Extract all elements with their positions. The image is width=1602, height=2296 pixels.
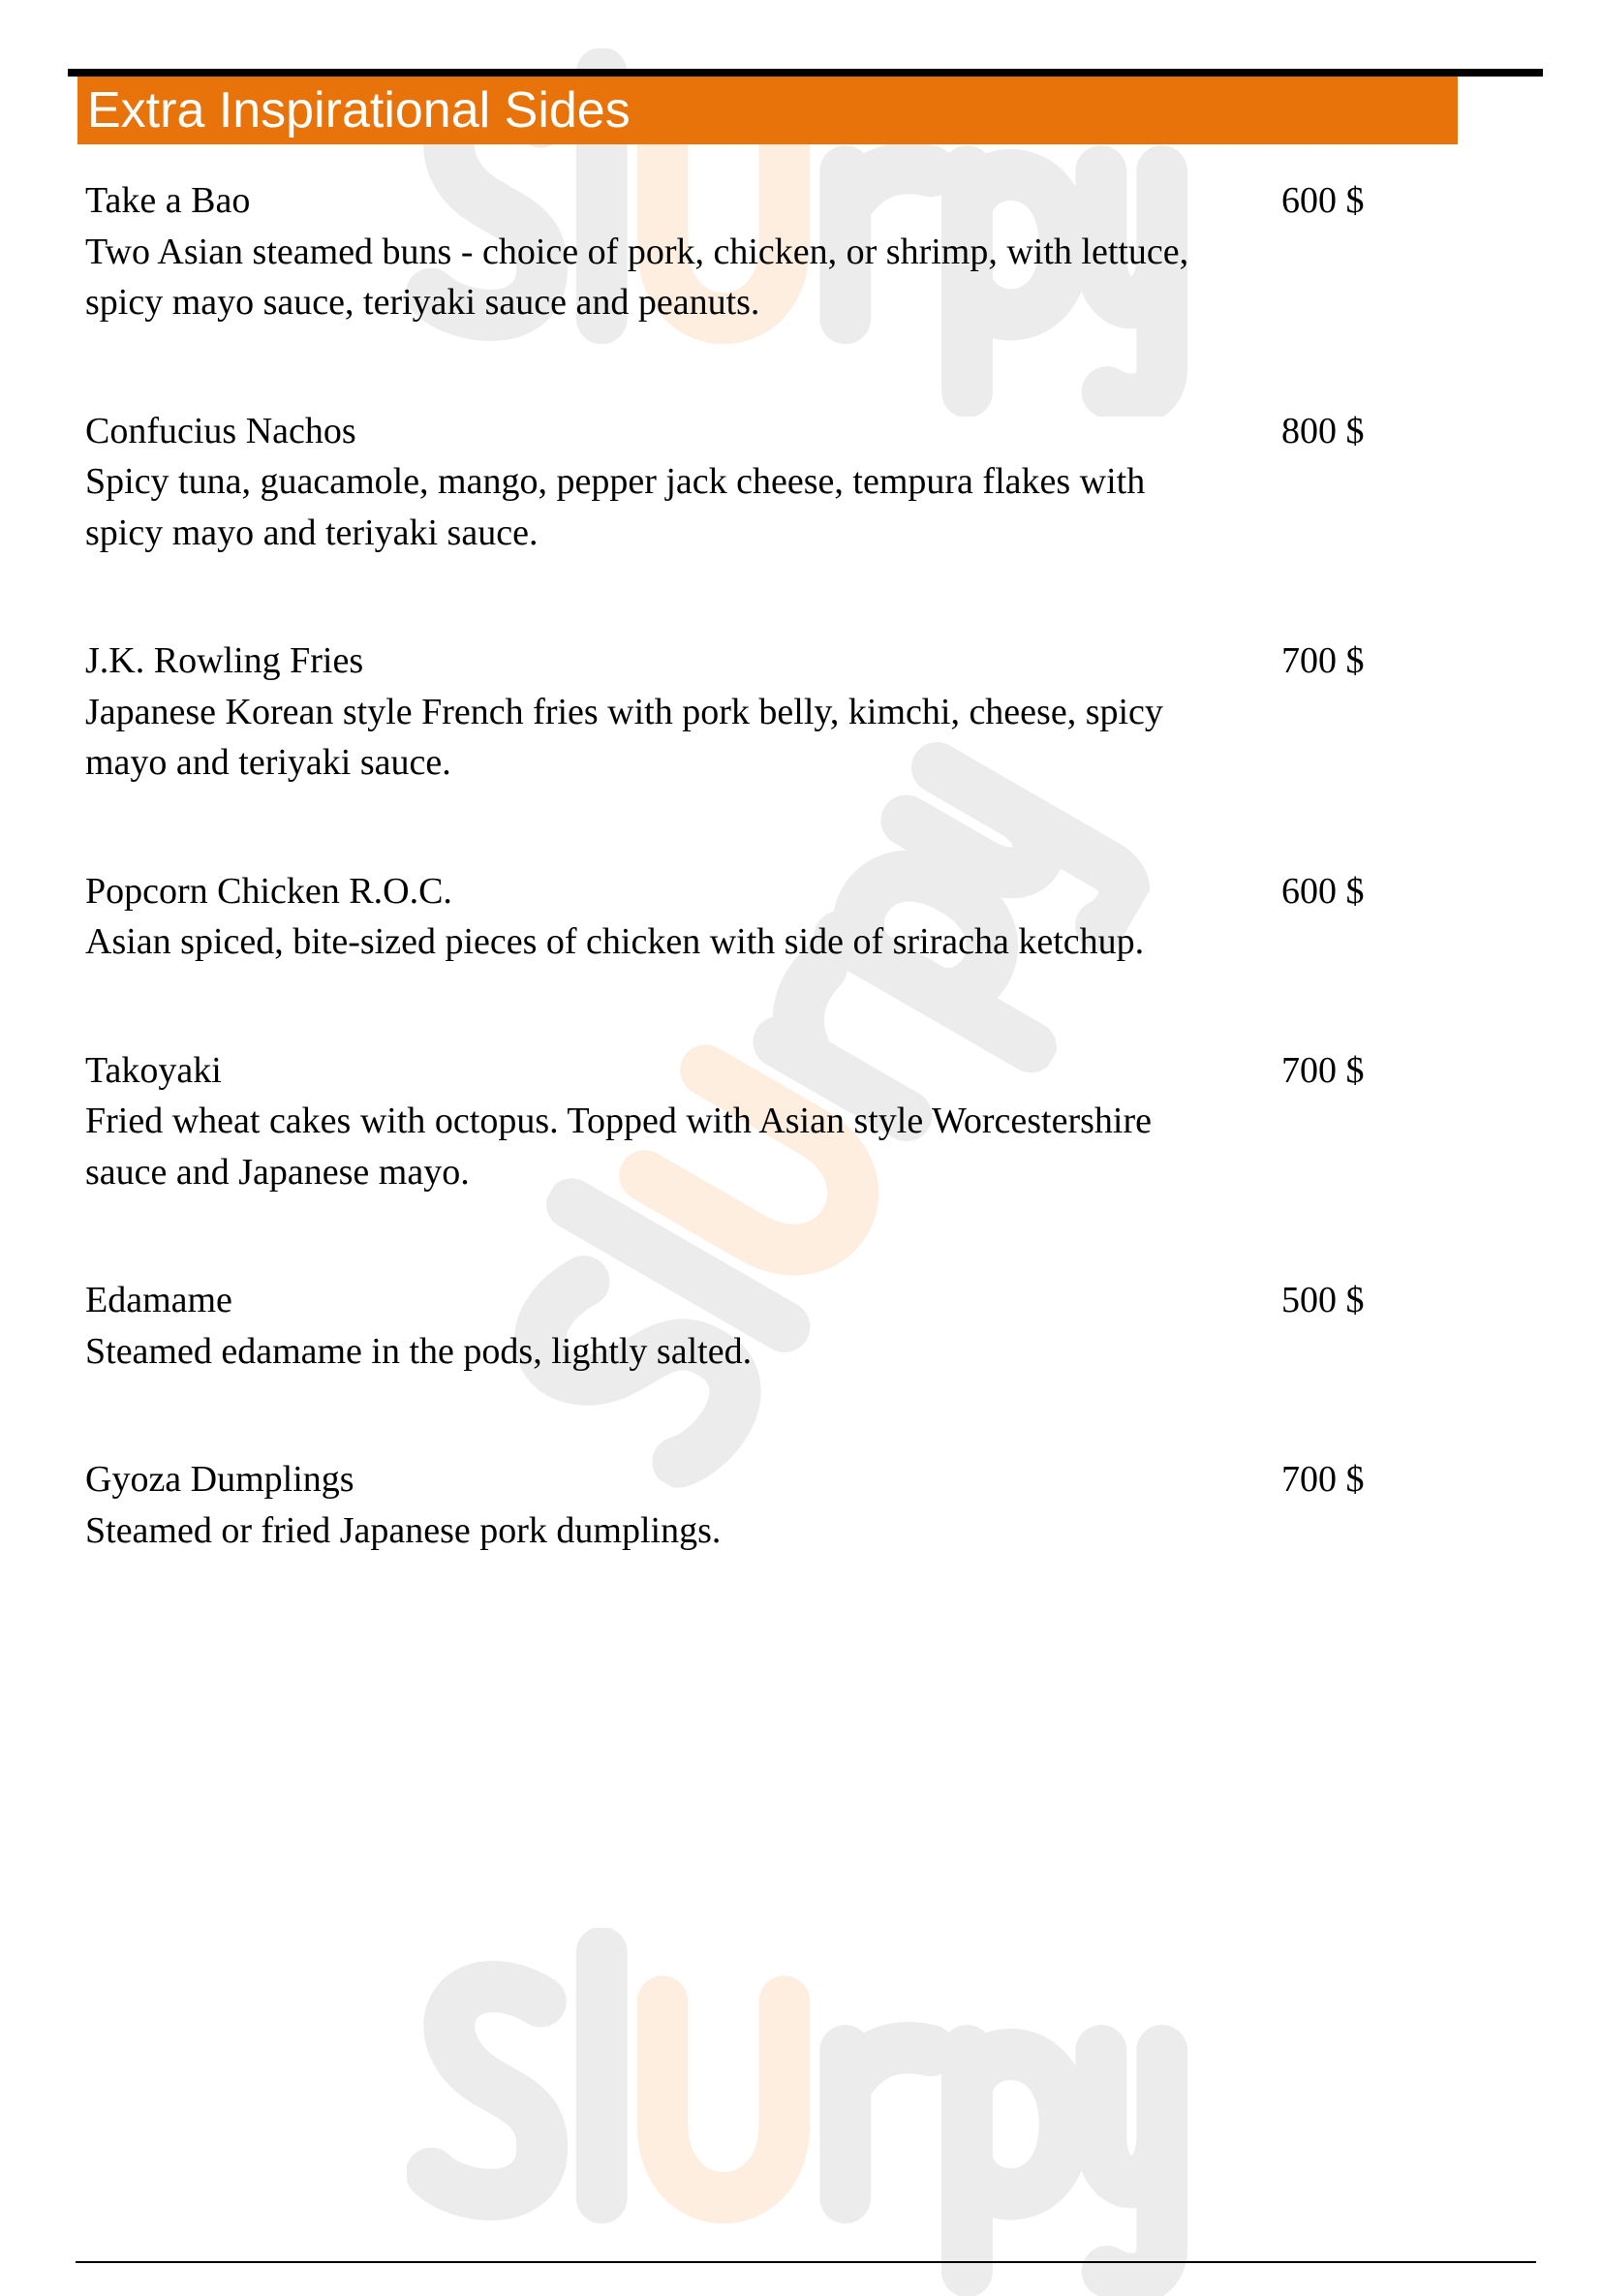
item-name: Gyoza Dumplings	[85, 1459, 354, 1500]
item-description: Spicy tuna, guacamole, mango, pepper jack cheese, tempura flakes with spicy mayo and teriyaki sauce.	[85, 461, 1146, 553]
item-description: Asian spiced, bite-sized pieces of chicken with side of sriracha ketchup.	[85, 921, 1145, 962]
item-name: Edamame	[85, 1280, 232, 1320]
item-price: 600 $	[1281, 180, 1365, 221]
menu-item	[85, 1454, 1402, 1556]
item-description: Japanese Korean style French fries with pork belly, kimchi, cheese, spicy mayo and teriyaki sauce.	[85, 691, 1163, 783]
watermark-logo-bottom	[407, 1928, 1211, 2296]
item-price: 800 $	[1281, 410, 1365, 451]
menu-items	[85, 175, 1402, 1633]
menu-item	[85, 406, 1402, 559]
item-price: 600 $	[1281, 870, 1365, 912]
item-name: Popcorn Chicken R.O.C.	[85, 870, 452, 912]
menu-item	[85, 1275, 1402, 1377]
item-name: Confucius Nachos	[85, 410, 356, 451]
bottom-rule	[76, 2261, 1536, 2263]
item-name: J.K. Rowling Fries	[85, 640, 364, 681]
item-price: 700 $	[1281, 640, 1365, 681]
item-description: Steamed or fried Japanese pork dumplings.	[85, 1509, 722, 1551]
item-name: Take a Bao	[85, 180, 251, 221]
item-description: Steamed edamame in the pods, lightly salted.	[85, 1330, 753, 1372]
menu-item	[85, 636, 1402, 789]
item-price: 700 $	[1281, 1049, 1365, 1091]
section-header	[77, 77, 1458, 144]
item-description: Two Asian steamed buns - choice of pork, chicken, or shrimp, with lettuce, spicy mayo sauce, teriyaki sauce and peanuts.	[85, 231, 1189, 323]
item-price: 500 $	[1281, 1280, 1365, 1320]
menu-item	[85, 1045, 1402, 1198]
top-rule	[68, 69, 1543, 77]
menu-item	[85, 175, 1402, 328]
section-title: Extra Inspirational Sides	[87, 82, 631, 139]
item-price: 700 $	[1281, 1459, 1365, 1500]
item-name: Takoyaki	[85, 1049, 222, 1091]
menu-item	[85, 866, 1402, 968]
item-description: Fried wheat cakes with octopus. Topped with Asian style Worcestershire sauce and Japanese mayo.	[85, 1101, 1152, 1193]
